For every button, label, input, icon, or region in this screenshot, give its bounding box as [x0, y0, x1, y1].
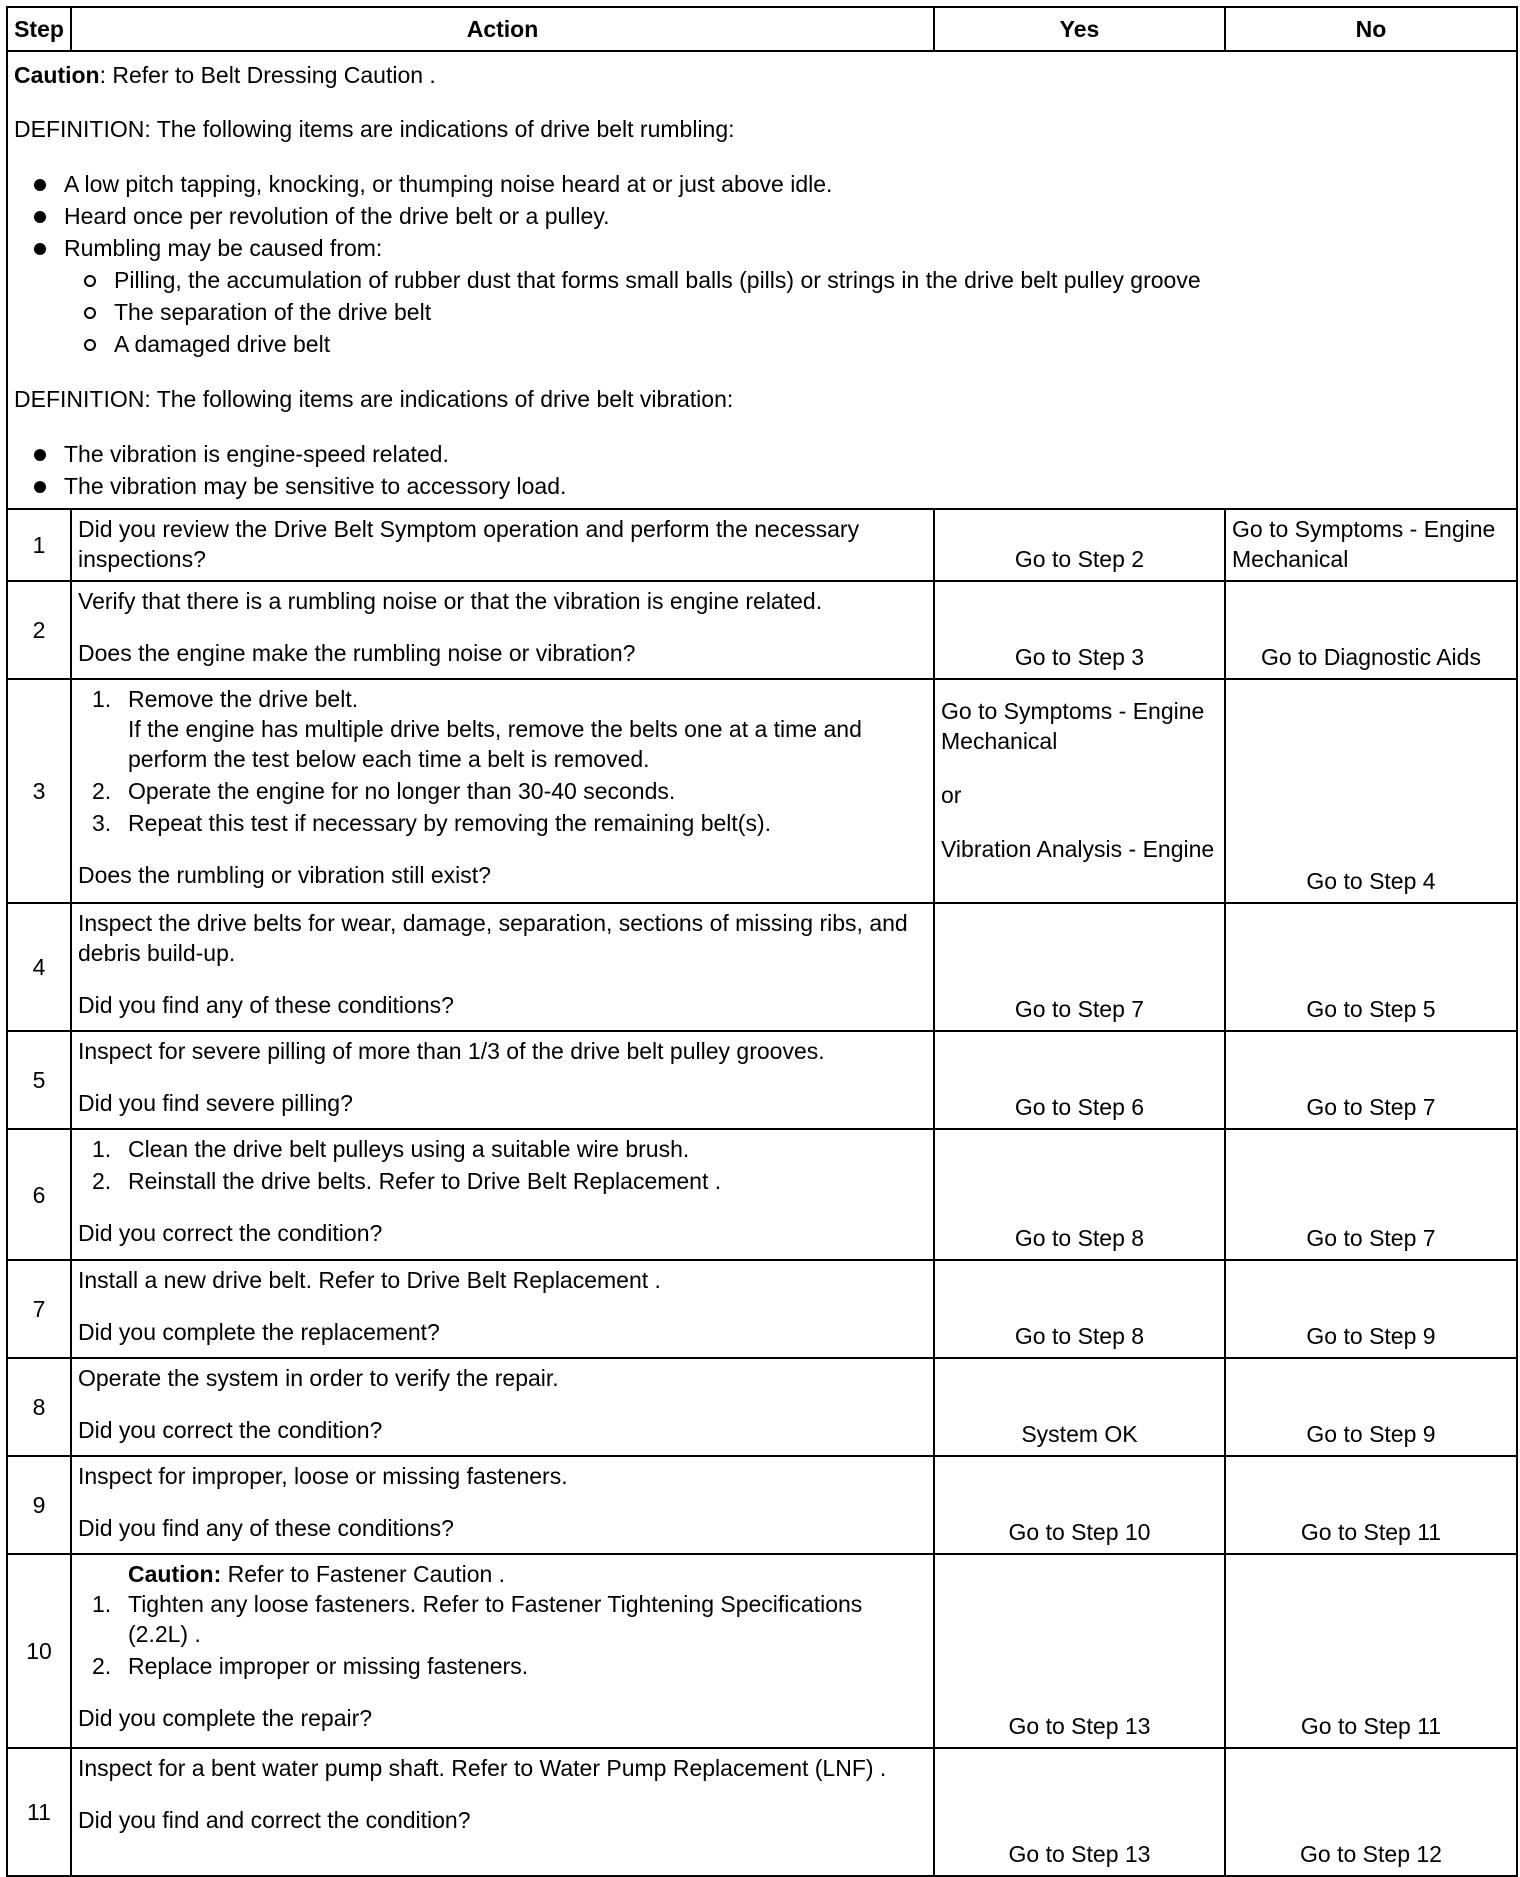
action-cell — [71, 903, 934, 1031]
action-question: Did you complete the repair? — [78, 1705, 373, 1731]
item-number: 1. — [92, 1136, 112, 1162]
yes-cell: System OK — [934, 1358, 1225, 1456]
yes-cell — [934, 679, 1225, 903]
action-cell: Did you review the Drive Belt Symptom operation and perform the necessary inspections? — [71, 509, 934, 581]
step-number: 10 — [7, 1554, 71, 1748]
table-row — [7, 1129, 1517, 1260]
list-item: The vibration is engine-speed related. — [34, 438, 1510, 470]
no-cell: Go to Step 9 — [1225, 1260, 1517, 1358]
caution-label: Caution: — [128, 1561, 222, 1587]
rumbling-list — [14, 168, 1510, 360]
action-cell — [71, 581, 934, 679]
intro-caution — [14, 60, 1510, 90]
no-cell: Go to Symptoms - Engine Mechanical — [1225, 509, 1517, 581]
list-item: The vibration may be sensitive to accessory load. — [34, 470, 1510, 502]
list-item: A low pitch tapping, knocking, or thumping noise heard at or just above idle. — [34, 168, 1510, 200]
step-number: 11 — [7, 1748, 71, 1876]
step-number: 8 — [7, 1358, 71, 1456]
action-question: Did you complete the replacement? — [78, 1319, 440, 1345]
item-text: Reinstall the drive belts. Refer to Drive Belt Replacement . — [128, 1168, 722, 1194]
intro-row — [7, 51, 1517, 509]
action-steps — [78, 1134, 927, 1196]
yes-option-a: Go to Symptoms - Engine Mechanical — [941, 698, 1205, 754]
yes-option-b: Vibration Analysis - Engine — [941, 836, 1215, 862]
step-number: 7 — [7, 1260, 71, 1358]
definition-vibration: DEFINITION: The following items are indications of drive belt vibration: — [14, 386, 734, 412]
action-question: Did you correct the condition? — [78, 1220, 383, 1246]
no-cell: Go to Step 7 — [1225, 1129, 1517, 1260]
table-row — [7, 1358, 1517, 1456]
caution-text: : Refer to Belt Dressing Caution . — [99, 62, 436, 88]
action-question: Did you find any of these conditions? — [78, 992, 454, 1018]
item-number: 1. — [92, 686, 112, 712]
list-item — [78, 1651, 927, 1681]
item-number: 3. — [92, 810, 112, 836]
action-text: Inspect for a bent water pump shaft. Refer to Water Pump Replacement (LNF) . — [78, 1755, 887, 1781]
item-number: 2. — [92, 778, 112, 804]
step-number: 1 — [7, 509, 71, 581]
no-cell: Go to Step 7 — [1225, 1031, 1517, 1129]
table-row — [7, 679, 1517, 903]
action-cell — [71, 1748, 934, 1876]
action-question: Does the rumbling or vibration still exist? — [78, 862, 491, 888]
item-text: Clean the drive belt pulleys using a suitable wire brush. — [128, 1136, 690, 1162]
action-text: Operate the system in order to verify the repair. — [78, 1365, 559, 1391]
header-step: Step — [7, 7, 71, 51]
list-item: The separation of the drive belt — [84, 296, 1510, 328]
step-number: 2 — [7, 581, 71, 679]
list-item — [78, 1589, 927, 1649]
yes-cell: Go to Step 8 — [934, 1129, 1225, 1260]
action-text: Install a new drive belt. Refer to Drive Belt Replacement . — [78, 1267, 661, 1293]
list-item — [78, 808, 927, 838]
step-number: 3 — [7, 679, 71, 903]
caution-text: Refer to Fastener Caution . — [221, 1561, 506, 1587]
yes-cell: Go to Step 7 — [934, 903, 1225, 1031]
header-yes: Yes — [934, 7, 1225, 51]
table-row — [7, 1260, 1517, 1358]
action-text: Inspect for improper, loose or missing fasteners. — [78, 1463, 568, 1489]
action-question: Did you find severe pilling? — [78, 1090, 353, 1116]
caution-label: Caution — [14, 62, 100, 88]
action-question: Did you correct the condition? — [78, 1417, 383, 1443]
no-cell: Go to Step 4 — [1225, 679, 1517, 903]
definition-rumbling: DEFINITION: The following items are indications of drive belt rumbling: — [14, 116, 735, 142]
action-text: Inspect the drive belts for wear, damage, separation, sections of missing ribs, and debris build-up. — [78, 910, 908, 966]
list-item — [78, 776, 927, 806]
action-steps — [78, 1589, 927, 1681]
list-item: A damaged drive belt — [84, 328, 1510, 360]
action-steps — [78, 684, 927, 838]
item-number: 2. — [92, 1653, 112, 1679]
step-number: 6 — [7, 1129, 71, 1260]
action-cell — [71, 1358, 934, 1456]
action-cell — [71, 1554, 934, 1748]
table-row — [7, 509, 1517, 581]
step-number: 5 — [7, 1031, 71, 1129]
diagnostic-table — [6, 6, 1518, 1877]
item-text: Replace improper or missing fasteners. — [128, 1653, 529, 1679]
intro-cell — [7, 51, 1517, 509]
list-item — [78, 684, 927, 774]
action-text: Inspect for severe pilling of more than 1/3 of the drive belt pulley grooves. — [78, 1038, 825, 1064]
yes-cell: Go to Step 6 — [934, 1031, 1225, 1129]
no-cell: Go to Step 5 — [1225, 903, 1517, 1031]
step-number: 4 — [7, 903, 71, 1031]
yes-cell: Go to Step 13 — [934, 1554, 1225, 1748]
step-number: 9 — [7, 1456, 71, 1554]
item-number: 1. — [92, 1591, 112, 1617]
yes-cell: Go to Step 8 — [934, 1260, 1225, 1358]
item-number: 2. — [92, 1168, 112, 1194]
yes-cell: Go to Step 13 — [934, 1748, 1225, 1876]
action-cell — [71, 1031, 934, 1129]
action-question: Did you find and correct the condition? — [78, 1807, 471, 1833]
table-row — [7, 581, 1517, 679]
list-item: Pilling, the accumulation of rubber dust that forms small balls (pills) or strings in the drive belt pulley groove — [84, 264, 1510, 296]
action-cell — [71, 1129, 934, 1260]
no-cell: Go to Step 11 — [1225, 1554, 1517, 1748]
no-cell: Go to Step 11 — [1225, 1456, 1517, 1554]
item-subtext: If the engine has multiple drive belts, remove the belts one at a time and perform the test below each time a belt is removed. — [128, 716, 862, 772]
list-item — [34, 232, 1510, 360]
list-item — [78, 1166, 927, 1196]
list-item-text: Rumbling may be caused from: — [64, 235, 383, 261]
vibration-list — [14, 438, 1510, 502]
action-cell — [71, 1260, 934, 1358]
table-row — [7, 1748, 1517, 1876]
no-cell: Go to Step 12 — [1225, 1748, 1517, 1876]
action-cell — [71, 1456, 934, 1554]
no-cell: Go to Step 9 — [1225, 1358, 1517, 1456]
table-row — [7, 903, 1517, 1031]
step-caution — [78, 1559, 927, 1589]
item-text: Tighten any loose fasteners. Refer to Fastener Tightening Specifications (2.2L) . — [128, 1591, 863, 1647]
list-item: Heard once per revolution of the drive belt or a pulley. — [34, 200, 1510, 232]
rumbling-causes-list — [64, 264, 1510, 360]
header-row — [7, 7, 1517, 51]
item-text: Operate the engine for no longer than 30-40 seconds. — [128, 778, 676, 804]
list-item — [78, 1134, 927, 1164]
yes-cell: Go to Step 3 — [934, 581, 1225, 679]
yes-cell: Go to Step 2 — [934, 509, 1225, 581]
table-row — [7, 1031, 1517, 1129]
yes-or: or — [941, 782, 962, 808]
action-question: Did you find any of these conditions? — [78, 1515, 454, 1541]
yes-cell: Go to Step 10 — [934, 1456, 1225, 1554]
action-text: Verify that there is a rumbling noise or that the vibration is engine related. — [78, 588, 823, 614]
item-text: Remove the drive belt. — [128, 686, 359, 712]
header-no: No — [1225, 7, 1517, 51]
table-row — [7, 1554, 1517, 1748]
header-action: Action — [71, 7, 934, 51]
action-question: Does the engine make the rumbling noise or vibration? — [78, 640, 636, 666]
action-cell — [71, 679, 934, 903]
table-row — [7, 1456, 1517, 1554]
item-text: Repeat this test if necessary by removing the remaining belt(s). — [128, 810, 772, 836]
no-cell: Go to Diagnostic Aids — [1225, 581, 1517, 679]
